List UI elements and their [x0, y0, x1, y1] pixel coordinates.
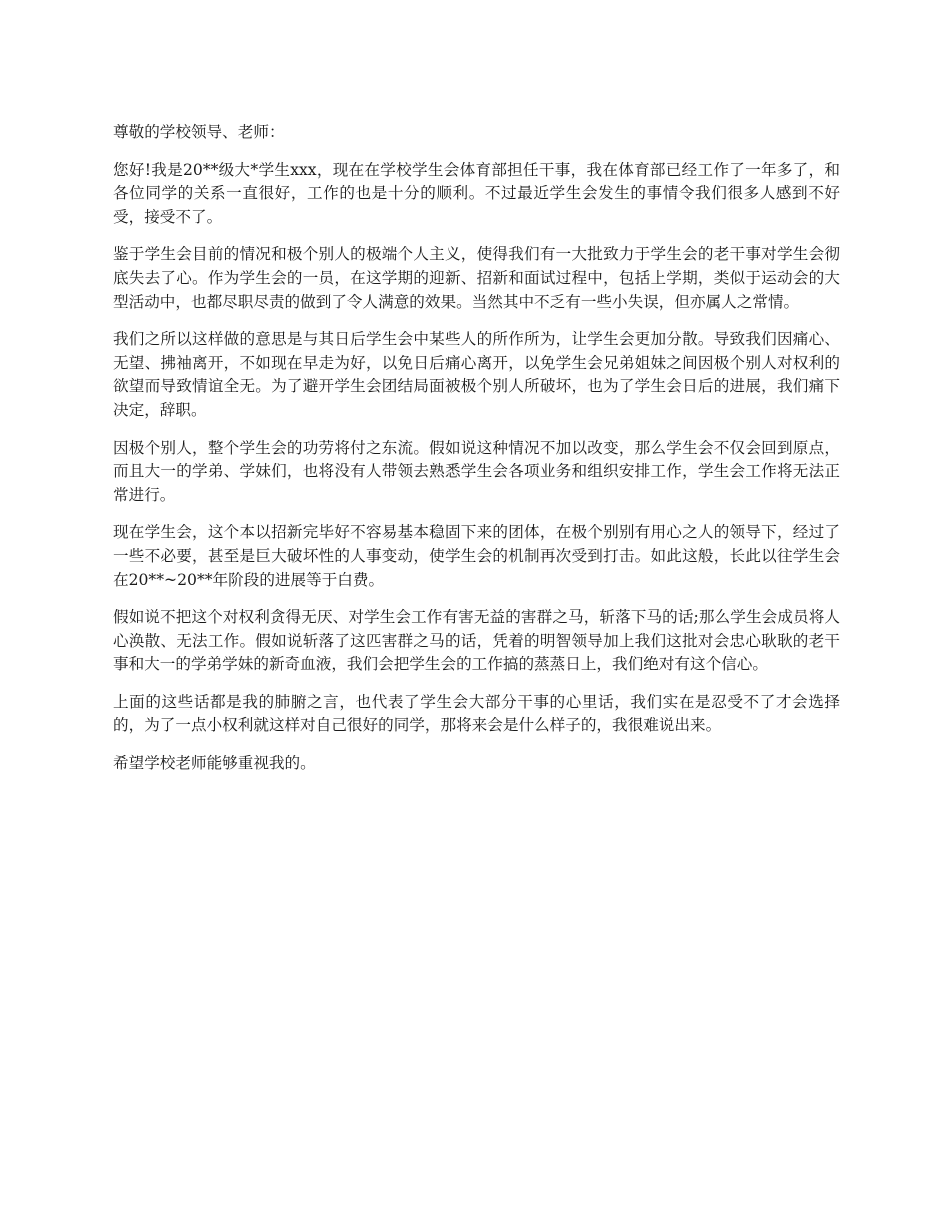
paragraph-sincerity: 上面的这些话都是我的肺腑之言，也代表了学生会大部分干事的心里话，我们实在是忍受不了才会选择的，为了一点小权利就这样对自己很好的同学，那将来会是什么样子的，我很难说出来。 [113, 692, 840, 735]
salutation: 尊敬的学校领导、老师： [113, 123, 285, 141]
paragraph-reason: 我们之所以这样做的意思是与其日后学生会中某些人的所作所为，让学生会更加分散。导致我们因痛心、无望、拂袖离开，不如现在早走为好，以免日后痛心离开，以免学生会兄弟姐妹之间因极个别人对权利的欲望而导致情谊全无。为了避开学生会团结局面被极个别人所破坏，也为了学生会日后的进展，我们痛下决定，辞职。 [113, 330, 840, 419]
paragraph-consequence: 因极个别人，整个学生会的功劳将付之东流。假如说这种情况不加以改变，那么学生会不仅会回到原点，而且大一的学弟、学妹们，也将没有人带领去熟悉学生会各项业务和组织安排工作，学生会工作将无法正常进行。 [113, 438, 840, 504]
paragraph-proposal: 假如说不把这个对权利贪得无厌、对学生会工作有害无益的害群之马，斩落下马的话;那么学生会成员将人心涣散、无法工作。假如说斩落了这匹害群之马的话，凭着的明智领导加上我们这批对会忠心耿耿的老干事和大一的学弟学妹的新奇血液，我们会把学生会的工作搞的蒸蒸日上，我们绝对有这个信心。 [113, 608, 840, 674]
paragraph-current-state: 现在学生会，这个本以招新完毕好不容易基本稳固下来的团体，在极个别别有用心之人的领导下，经过了一些不必要，甚至是巨大破坏性的人事变动，使学生会的机制再次受到打击。如此这般，长此以往学生会在20**~20**年阶段的进展等于白费。 [113, 523, 840, 589]
letter-body [113, 121, 840, 790]
paragraph-closing: 希望学校老师能够重视我的。 [113, 754, 316, 773]
paragraph-greeting: 您好!我是20**级大*学生xxx，现在在学校学生会体育部担任干事，我在体育部已经工作了一年多了，和各位同学的关系一直很好，工作的也是十分的顺利。不过最近学生会发生的事情令我们很多人感到不好受，接受不了。 [113, 160, 840, 226]
paragraph-situation: 鉴于学生会目前的情况和极个别人的极端个人主义，使得我们有一大批致力于学生会的老干事对学生会彻底失去了心。作为学生会的一员，在这学期的迎新、招新和面试过程中，包括上学期，类似于运动会的大型活动中，也都尽职尽责的做到了令人满意的效果。当然其中不乏有一些小失误，但亦属人之常情。 [113, 245, 840, 311]
